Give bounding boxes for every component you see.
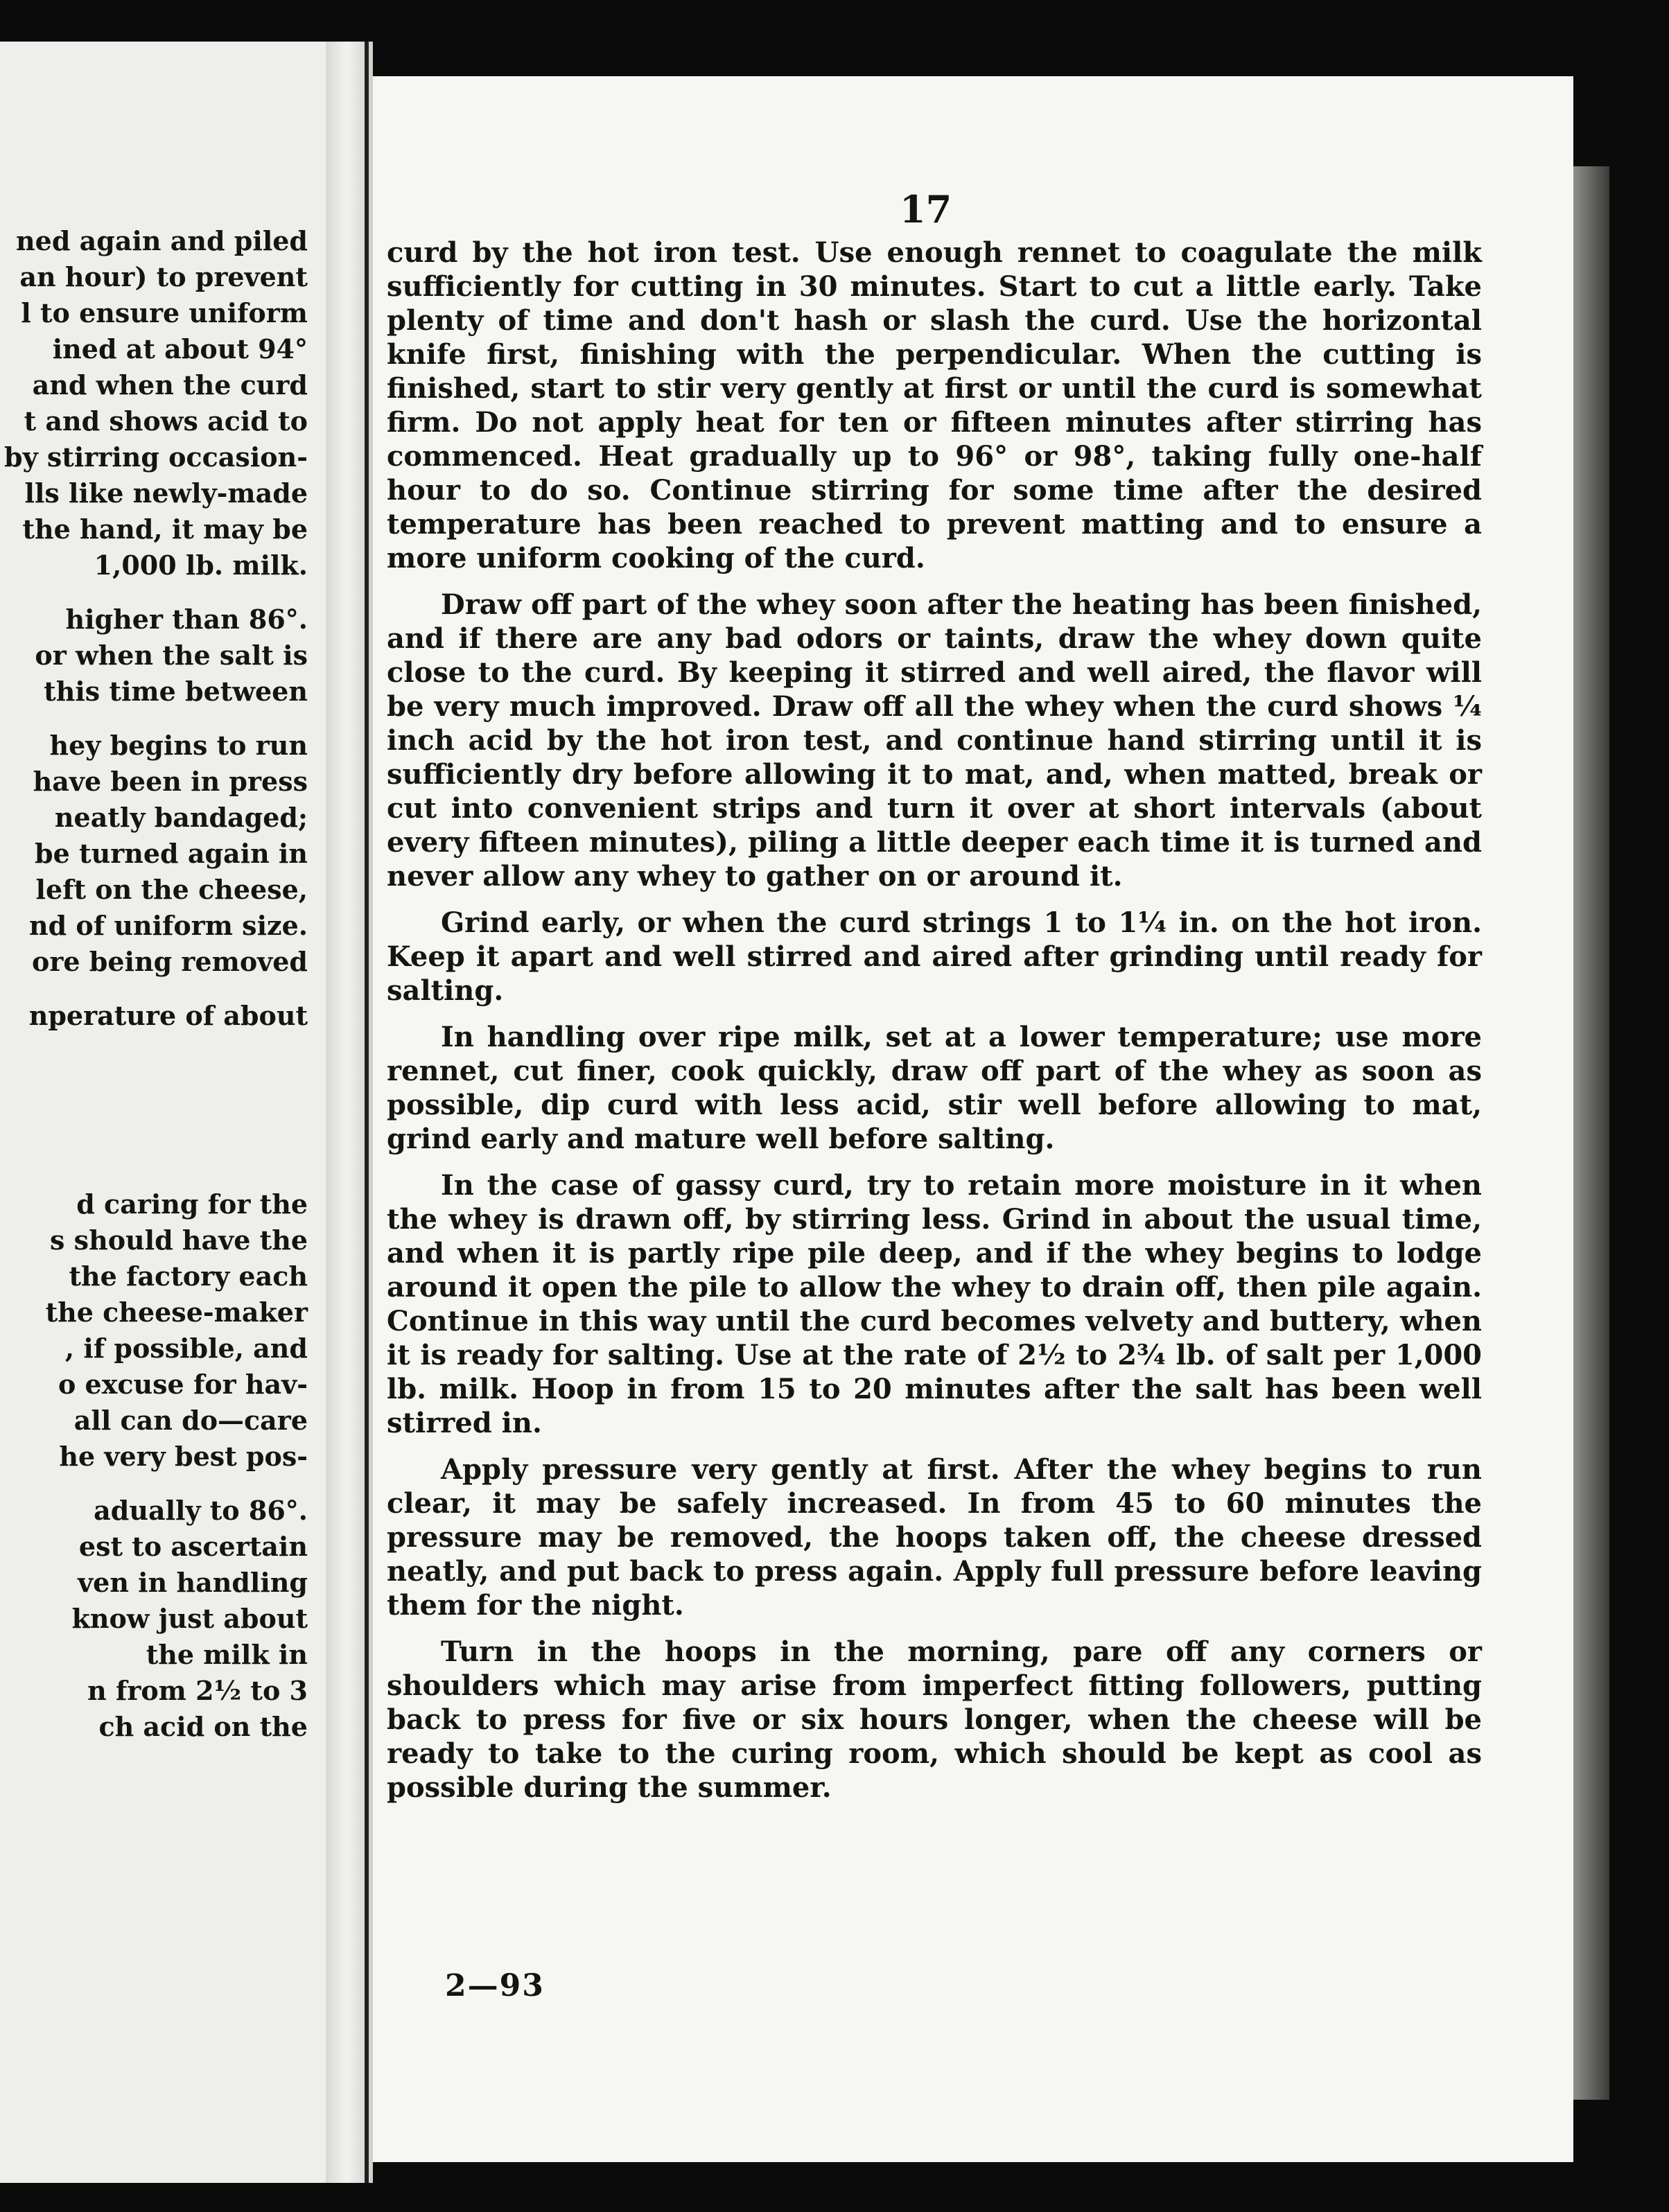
left-page-line: or when the salt is: [35, 640, 308, 671]
paragraph: Turn in the hoops in the morning, pare off any corners or shoulders which may arise from imperfect fitting followers, putting back to press for five or six hours longer, when the cheese will be ready to take to the curing room, which should be kept as cool as possible during the summer.: [387, 1635, 1482, 1804]
paragraph: curd by the hot iron test. Use enough rennet to coagulate the milk sufficiently for cutting in 30 minutes. Start to cut a little early. Take plenty of time and don't hash or slash the curd. Use the horizontal knife first, finishing with the perpendicular. When the cutting is finished, start to stir very gently at first or until the curd is somewhat firm. Do not apply heat for ten or fifteen minutes after stirring has commenced. Heat gradually up to 96° or 98°, taking fully one-half hour to do so. Continue stirring for some time after the desired temperature has been reached to prevent matting and to ensure a more uniform cooking of the curd.: [387, 236, 1482, 574]
paragraph: Apply pressure very gently at first. After the whey begins to run clear, it may be safely increased. In from 45 to 60 minutes the pressure may be removed, the hoops taken off, the cheese dressed neatly, and put back to press again. Apply full pressure before leaving them for the night.: [387, 1453, 1482, 1622]
page-crease: [365, 42, 369, 2183]
left-page-line: nd of uniform size.: [28, 910, 308, 941]
left-page-fragment: [0, 42, 326, 2183]
left-page-line: left on the cheese,: [35, 874, 308, 905]
left-page-line: this time between: [44, 676, 308, 707]
left-page-line: have been in press: [33, 766, 308, 797]
left-page-line: nperature of about: [28, 1000, 308, 1031]
left-page-line: ore being removed: [32, 946, 308, 977]
paragraph: In the case of gassy curd, try to retain more moisture in it when the whey is drawn off, by stirring less. Grind in about the usual time, and when it is partly ripe pile deep, and if the whey begins to lodge around it open the pile to allow the whey to drain off, then pile again. Continue in this way until the curd becomes velvety and buttery, when it is ready for salting. Use at the rate of 2½ to 2¾ lb. of salt per 1,000 lb. milk. Hoop in from 15 to 20 minutes after the salt has been well stirred in.: [387, 1169, 1482, 1439]
left-page-line: all can do—care: [73, 1405, 308, 1436]
page-edge: [1573, 166, 1609, 2100]
left-page-line: the cheese-maker: [45, 1297, 308, 1328]
left-page-line: neatly bandaged;: [54, 802, 308, 833]
signature-mark: 2—93: [445, 1968, 545, 2003]
right-page: [373, 76, 1573, 2162]
left-page-line: and when the curd: [32, 369, 308, 401]
left-page-line: hey begins to run: [49, 730, 308, 761]
left-page-line: an hour) to prevent: [19, 261, 308, 292]
paragraph: Grind early, or when the curd strings 1 to 1¼ in. on the hot iron. Keep it apart and well stirred and aired after grinding until ready for salting.: [387, 906, 1482, 1007]
left-page-line: est to ascertain: [78, 1531, 308, 1562]
paragraph: In handling over ripe milk, set at a lower temperature; use more rennet, cut finer, cook quickly, draw off part of the whey as soon as possible, dip curd with less acid, stir well before allowing to mat, grind early and mature well before salting.: [387, 1021, 1482, 1155]
left-page-line: [0, 1475, 308, 1493]
left-page-line: ined at about 94°: [52, 333, 308, 365]
left-page-line: s should have the: [50, 1224, 308, 1256]
left-page-line: ned again and piled: [16, 225, 308, 256]
left-page-line: by stirring occasion-: [4, 441, 308, 473]
left-page-line: adually to 86°.: [94, 1495, 308, 1526]
left-page-line: 1,000 lb. milk.: [94, 550, 308, 581]
left-page-line: [0, 1034, 308, 1186]
left-page-line: be turned again in: [35, 838, 308, 869]
left-page-line: o excuse for hav-: [58, 1369, 308, 1400]
left-page-line: the hand, it may be: [22, 514, 308, 545]
left-page-line: l to ensure uniform: [21, 297, 308, 328]
left-page-line: d caring for the: [76, 1188, 308, 1220]
left-page-line: t and shows acid to: [24, 405, 308, 437]
body-text: [387, 236, 1482, 1817]
left-page-line: he very best pos-: [59, 1441, 308, 1472]
left-page-line: [0, 980, 308, 998]
left-page-line: the factory each: [69, 1261, 308, 1292]
left-page-line: , if possible, and: [64, 1333, 308, 1364]
left-page-line: higher than 86°.: [65, 604, 308, 635]
left-page-line: lls like newly-made: [24, 477, 308, 509]
left-page-line: [0, 583, 308, 602]
left-page-line: the milk in: [146, 1639, 308, 1670]
left-page-line: ven in handling: [78, 1567, 308, 1598]
left-page-line: know just about: [71, 1603, 308, 1634]
left-page-line: ch acid on the: [98, 1711, 308, 1742]
paragraph: Draw off part of the whey soon after the heating has been finished, and if there are any bad odors or taints, draw the whey down quite close to the curd. By keeping it stirred and well aired, the flavor will be very much improved. Draw off all the whey when the curd shows ¼ inch acid by the hot iron test, and continue hand stirring until it is sufficiently dry before allowing it to mat, and, when matted, break or cut into convenient strips and turn it over at short intervals (about every fifteen minutes), piling a little deeper each time it is turned and never allow any whey to gather on or around it.: [387, 588, 1482, 893]
left-page-text: [0, 223, 308, 1745]
left-page-line: n from 2½ to 3: [87, 1675, 308, 1706]
page-number: 17: [900, 187, 952, 231]
left-page-line: [0, 710, 308, 728]
